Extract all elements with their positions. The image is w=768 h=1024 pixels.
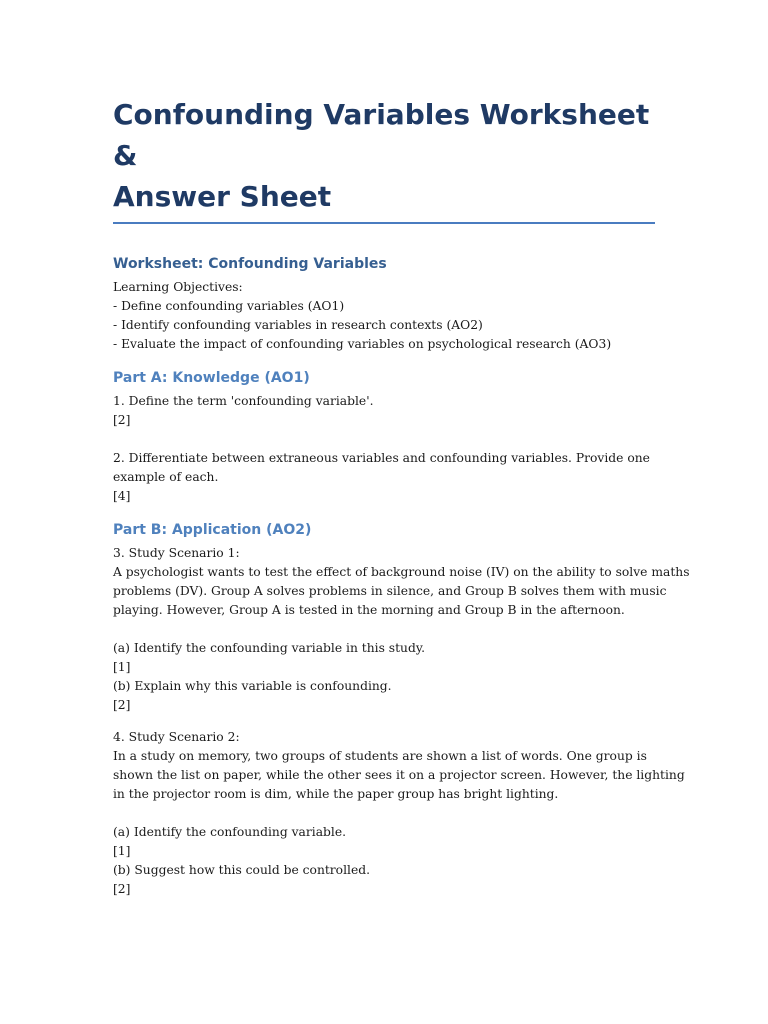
scenario-text: in the projector room is dim, while the paper group has bright lighting. bbox=[113, 787, 559, 801]
sub-question: (b) Explain why this variable is confounding. bbox=[113, 679, 392, 693]
marks-label: [2] bbox=[113, 413, 131, 427]
marks-label: [1] bbox=[113, 660, 131, 674]
document-title bbox=[113, 94, 655, 217]
scenario-text: shown the list on paper, while the other sees it on a projector screen. However, the lighting bbox=[113, 768, 685, 782]
title-line-2: Answer Sheet bbox=[113, 180, 332, 213]
title-line-1: Confounding Variables Worksheet & bbox=[113, 98, 650, 172]
marks-label: [1] bbox=[113, 844, 131, 858]
question-4 bbox=[113, 728, 685, 899]
sub-question: (a) Identify the confounding variable in this study. bbox=[113, 641, 426, 655]
marks-label: [2] bbox=[113, 882, 131, 896]
sub-question: (b) Suggest how this could be controlled. bbox=[113, 863, 371, 877]
part-a-heading: Part A: Knowledge (AO1) bbox=[113, 370, 310, 386]
scenario-label: 4. Study Scenario 2: bbox=[113, 730, 240, 744]
scenario-text: In a study on memory, two groups of students are shown a list of words. One group is bbox=[113, 749, 647, 763]
scenario-text: playing. However, Group A is tested in the morning and Group B in the afternoon. bbox=[113, 603, 625, 617]
objective-item: - Evaluate the impact of confounding variables on psychological research (AO3) bbox=[113, 337, 612, 351]
marks-label: [4] bbox=[113, 489, 131, 503]
question-1 bbox=[113, 392, 655, 430]
objective-item: - Define confounding variables (AO1) bbox=[113, 299, 345, 313]
question-text: example of each. bbox=[113, 470, 219, 484]
question-3 bbox=[113, 544, 690, 715]
objective-item: - Identify confounding variables in research contexts (AO2) bbox=[113, 318, 483, 332]
marks-label: [2] bbox=[113, 698, 131, 712]
worksheet-heading: Worksheet: Confounding Variables bbox=[113, 256, 387, 272]
document-body bbox=[113, 94, 690, 899]
question-text: 2. Differentiate between extraneous variables and confounding variables. Provide one bbox=[113, 451, 650, 465]
question-text: 1. Define the term 'confounding variable'. bbox=[113, 394, 374, 408]
scenario-text: A psychologist wants to test the effect of background noise (IV) on the ability to solve maths bbox=[113, 565, 690, 579]
learning-objectives bbox=[113, 278, 655, 354]
sub-question: (a) Identify the confounding variable. bbox=[113, 825, 347, 839]
scenario-text: problems (DV). Group A solves problems in silence, and Group B solves them with music bbox=[113, 584, 667, 598]
objectives-label: Learning Objectives: bbox=[113, 280, 243, 294]
part-b-heading: Part B: Application (AO2) bbox=[113, 522, 312, 538]
question-2 bbox=[113, 449, 655, 506]
scenario-label: 3. Study Scenario 1: bbox=[113, 546, 240, 560]
